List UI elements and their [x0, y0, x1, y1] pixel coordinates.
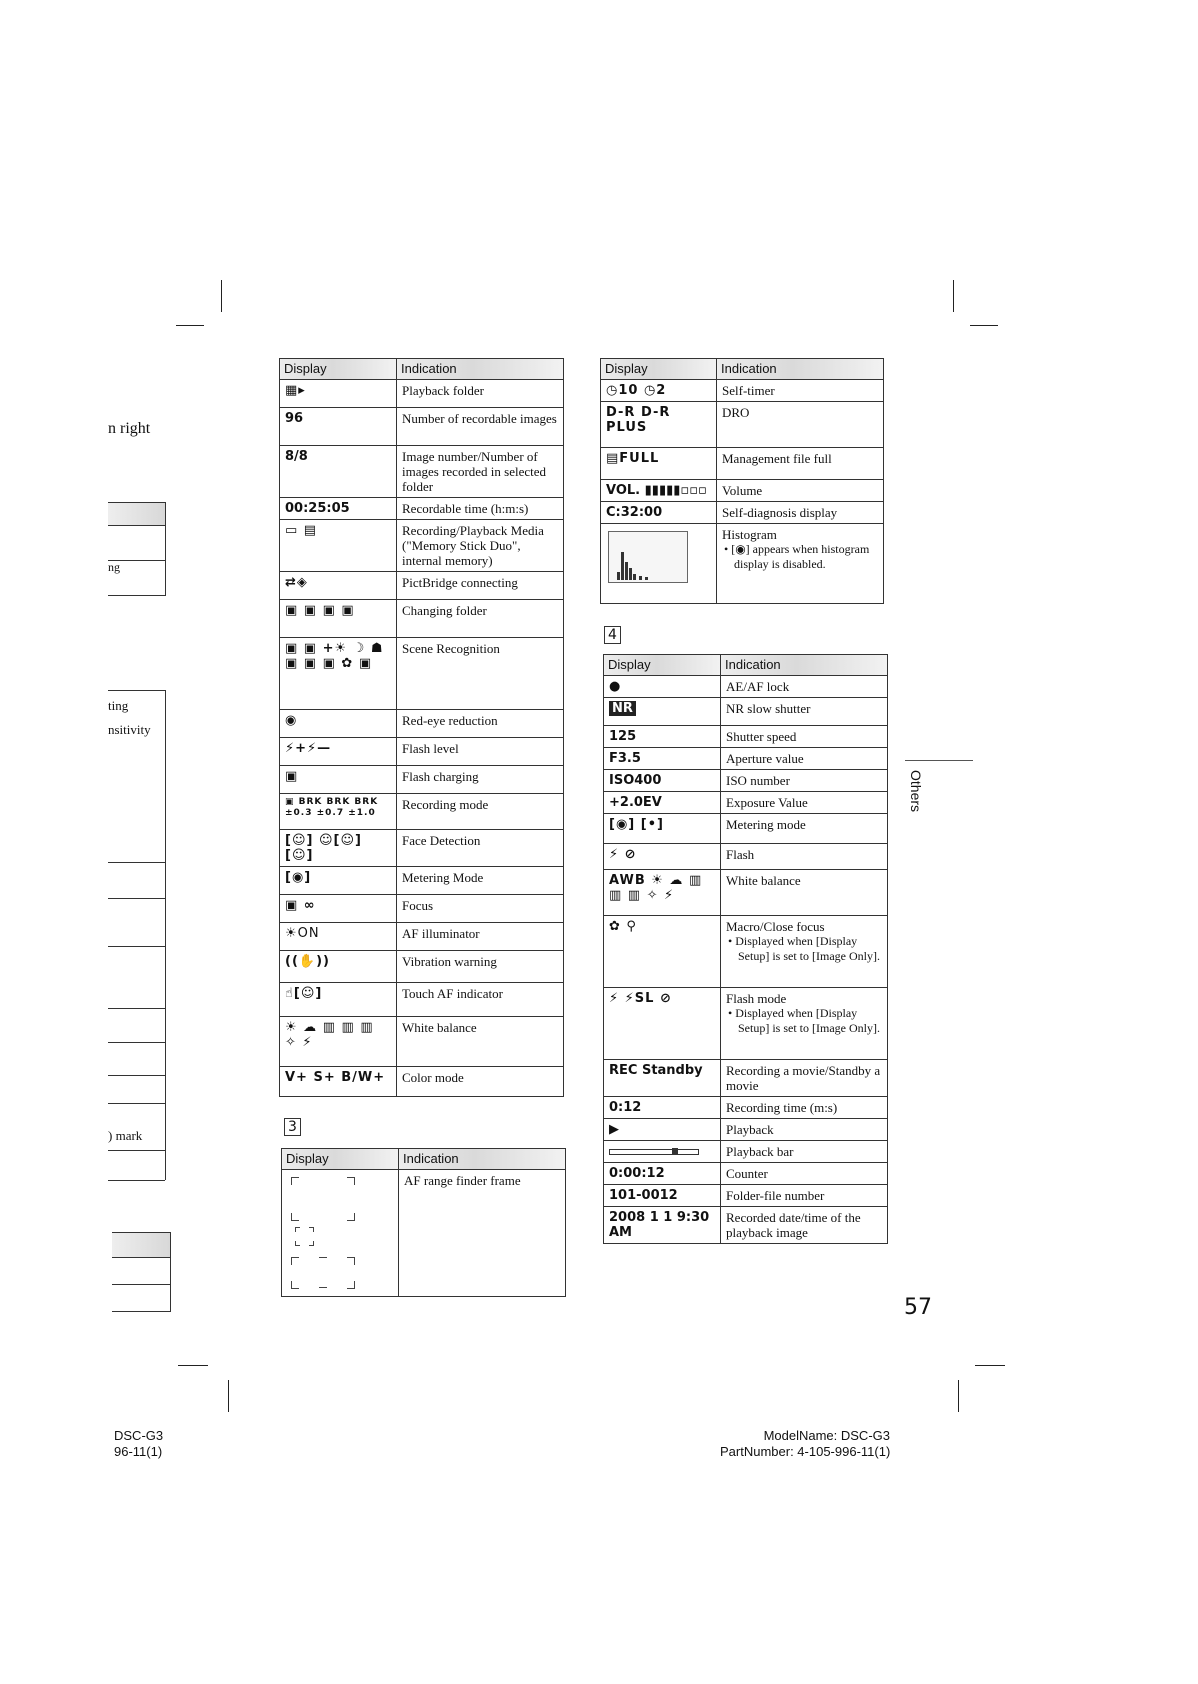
display-indication-table-main	[279, 358, 564, 1097]
table-row-display: ▣	[280, 766, 397, 794]
header-indication: Indication	[717, 359, 884, 380]
table-row-display: D-R D-R PLUS	[601, 402, 717, 448]
table-row-display: 96	[280, 408, 397, 446]
crop-mark	[953, 280, 954, 312]
table-row-indication: Scene Recognition	[397, 638, 564, 710]
footer-right: ModelName: DSC-G3 PartNumber: 4-105-996-11(1)	[720, 1428, 891, 1459]
table-row-display: REC Standby	[604, 1060, 721, 1097]
left-fragment: n right	[108, 420, 151, 437]
table-row-display: [◉]	[280, 867, 397, 895]
page-number: 57	[904, 1295, 932, 1320]
table-row-indication: Recordable time (h:m:s)	[397, 498, 564, 520]
table-row-indication: Playback bar	[721, 1141, 888, 1163]
side-tab-label: Others	[908, 770, 924, 813]
left-fragment-lines	[108, 690, 166, 1180]
table-row-display: ▣ ▣ ▣ ▣	[280, 600, 397, 638]
table-row-indication: Self-diagnosis display	[717, 502, 884, 524]
table-row-indication	[721, 988, 888, 1060]
table-row-indication: White balance	[721, 870, 888, 916]
table-row-indication: AE/AF lock	[721, 676, 888, 698]
crop-mark	[176, 325, 204, 326]
table-row-indication: White balance	[397, 1017, 564, 1067]
table-row-display	[282, 1170, 399, 1297]
table-row-indication: Focus	[397, 895, 564, 923]
playback-bar-icon	[609, 1149, 699, 1155]
header-indication: Indication	[397, 359, 564, 380]
table-row-indication: Metering Mode	[397, 867, 564, 895]
macro-focus-label: Macro/Close focus	[726, 919, 825, 934]
table-row-display: 0:12	[604, 1097, 721, 1119]
table-row-indication: Flash level	[397, 738, 564, 766]
histogram-label: Histogram	[722, 527, 777, 542]
section-number-3: 3	[284, 1118, 301, 1136]
table-row-display: AWB ☀ ☁ ▥ ▥ ▥ ✧ ⚡	[604, 870, 721, 916]
header-indication: Indication	[399, 1149, 566, 1170]
table-row-display: ⚡+⚡—	[280, 738, 397, 766]
table-row-display: ◉	[280, 710, 397, 738]
table-row-display: ⚡ ⚡SL ⊘	[604, 988, 721, 1060]
table-row-display: 125	[604, 726, 721, 748]
section-number-4: 4	[604, 626, 621, 644]
header-display: Display	[280, 359, 397, 380]
header-indication: Indication	[721, 655, 888, 676]
crop-mark	[970, 325, 998, 326]
crop-mark	[228, 1380, 229, 1412]
left-fragment: ng	[108, 560, 120, 574]
table-row-indication: Image number/Number of images recorded in selected folder	[397, 446, 564, 498]
table-row-display: 101-0012	[604, 1185, 721, 1207]
table-row-indication: Number of recordable images	[397, 408, 564, 446]
table-row-indication: Management file full	[717, 448, 884, 480]
table-row-indication: Face Detection	[397, 830, 564, 867]
table-row-display: 0:00:12	[604, 1163, 721, 1185]
table-row-display: ☀ON	[280, 923, 397, 951]
table-row-display: [☺] ☺[☺] [☺]	[280, 830, 397, 867]
left-fragment: ) mark	[108, 1128, 143, 1143]
table-row-indication: Self-timer	[717, 380, 884, 402]
table-row-indication: Exposure Value	[721, 792, 888, 814]
left-fragment: ting	[108, 698, 129, 713]
display-indication-table-right-top	[600, 358, 884, 604]
left-fragment-table	[112, 1232, 171, 1312]
table-row-display: ▶	[604, 1119, 721, 1141]
table-row-indication: ISO number	[721, 770, 888, 792]
table-row-indication: Recording a movie/Standby a movie	[721, 1060, 888, 1097]
table-row-display: ▤FULL	[601, 448, 717, 480]
table-row-display: ☝[☺]	[280, 983, 397, 1017]
table-row-display: ●	[604, 676, 721, 698]
table-row-indication: Flash	[721, 844, 888, 870]
crop-mark	[975, 1365, 1005, 1366]
display-indication-table-section-4	[603, 654, 888, 1244]
left-fragment-table	[108, 502, 166, 596]
header-display: Display	[282, 1149, 399, 1170]
table-row-indication: PictBridge connecting	[397, 572, 564, 600]
table-row-indication: Playback	[721, 1119, 888, 1141]
table-row-display: ◷10 ◷2	[601, 380, 717, 402]
histogram-note: • [◉] appears when histogram display is disabled.	[724, 542, 870, 571]
flash-mode-note: • Displayed when [Display Setup] is set to [Image Only].	[728, 1006, 880, 1035]
table-row-indication: AF illuminator	[397, 923, 564, 951]
table-row-display: ⇄◈	[280, 572, 397, 600]
table-row-indication: Recorded date/time of the playback image	[721, 1207, 888, 1244]
side-tab-rule	[905, 760, 973, 761]
footer-left: DSC-G3 96-11(1)	[114, 1428, 164, 1459]
table-row-display: F3.5	[604, 748, 721, 770]
table-row-display: ▣ ▣ +☀ ☽ ☗ ▣ ▣ ▣ ✿ ▣	[280, 638, 397, 710]
table-row-display: ISO400	[604, 770, 721, 792]
table-row-display: ☀ ☁ ▥ ▥ ▥ ✧ ⚡	[280, 1017, 397, 1067]
header-display: Display	[604, 655, 721, 676]
af-range-finder-frame-icon	[291, 1177, 355, 1289]
table-row-display: V+ S+ B/W+	[280, 1067, 397, 1097]
table-row-indication: Recording time (m:s)	[721, 1097, 888, 1119]
table-row-indication: Aperture value	[721, 748, 888, 770]
crop-mark	[221, 280, 222, 312]
table-row-display: 00:25:05	[280, 498, 397, 520]
table-row-display: ✿ ⚲	[604, 916, 721, 988]
table-row-indication: Metering mode	[721, 814, 888, 844]
table-row-display: NR	[604, 698, 721, 726]
table-row-display: 2008 1 1 9:30 AM	[604, 1207, 721, 1244]
header-display: Display	[601, 359, 717, 380]
table-row-indication: Counter	[721, 1163, 888, 1185]
table-row-indication: DRO	[717, 402, 884, 448]
flash-mode-label: Flash mode	[726, 991, 787, 1006]
table-row-display: C:32:00	[601, 502, 717, 524]
table-row-indication: Flash charging	[397, 766, 564, 794]
table-row-display: +2.0EV	[604, 792, 721, 814]
crop-mark	[178, 1365, 208, 1366]
table-row-display: ⚡ ⊘	[604, 844, 721, 870]
table-row-indication: Color mode	[397, 1067, 564, 1097]
crop-mark	[958, 1380, 959, 1412]
table-row-display	[604, 1141, 721, 1163]
table-row-indication	[717, 524, 884, 604]
table-row-display: 8/8	[280, 446, 397, 498]
table-row-indication: Shutter speed	[721, 726, 888, 748]
table-row-indication: Volume	[717, 480, 884, 502]
table-row-display: ((✋))	[280, 951, 397, 983]
table-row-display: VOL. ▮▮▮▮▮▫▫▫	[601, 480, 717, 502]
table-row-indication: Touch AF indicator	[397, 983, 564, 1017]
table-row-indication: Changing folder	[397, 600, 564, 638]
table-row-display: ▦▸	[280, 380, 397, 408]
table-row-display: ▭ ▤	[280, 520, 397, 572]
macro-focus-note: • Displayed when [Display Setup] is set to [Image Only].	[728, 934, 880, 963]
histogram-icon	[608, 531, 688, 583]
table-row-indication: Vibration warning	[397, 951, 564, 983]
table-row-display: ▣ BRK BRK BRK ±0.3 ±0.7 ±1.0	[280, 794, 397, 830]
display-indication-table-section-3	[281, 1148, 566, 1297]
table-row-indication: Recording/Playback Media ("Memory Stick Duo", internal memory)	[397, 520, 564, 572]
table-row-display: ▣ ∞	[280, 895, 397, 923]
table-row-indication: NR slow shutter	[721, 698, 888, 726]
table-row-indication: Recording mode	[397, 794, 564, 830]
table-row-indication	[721, 916, 888, 988]
table-row-display	[601, 524, 717, 604]
left-fragment: nsitivity	[108, 722, 151, 737]
table-row-indication: Folder-file number	[721, 1185, 888, 1207]
table-row-display: [◉] [•]	[604, 814, 721, 844]
table-row-indication: AF range finder frame	[399, 1170, 566, 1297]
table-row-indication: Playback folder	[397, 380, 564, 408]
table-row-indication: Red-eye reduction	[397, 710, 564, 738]
